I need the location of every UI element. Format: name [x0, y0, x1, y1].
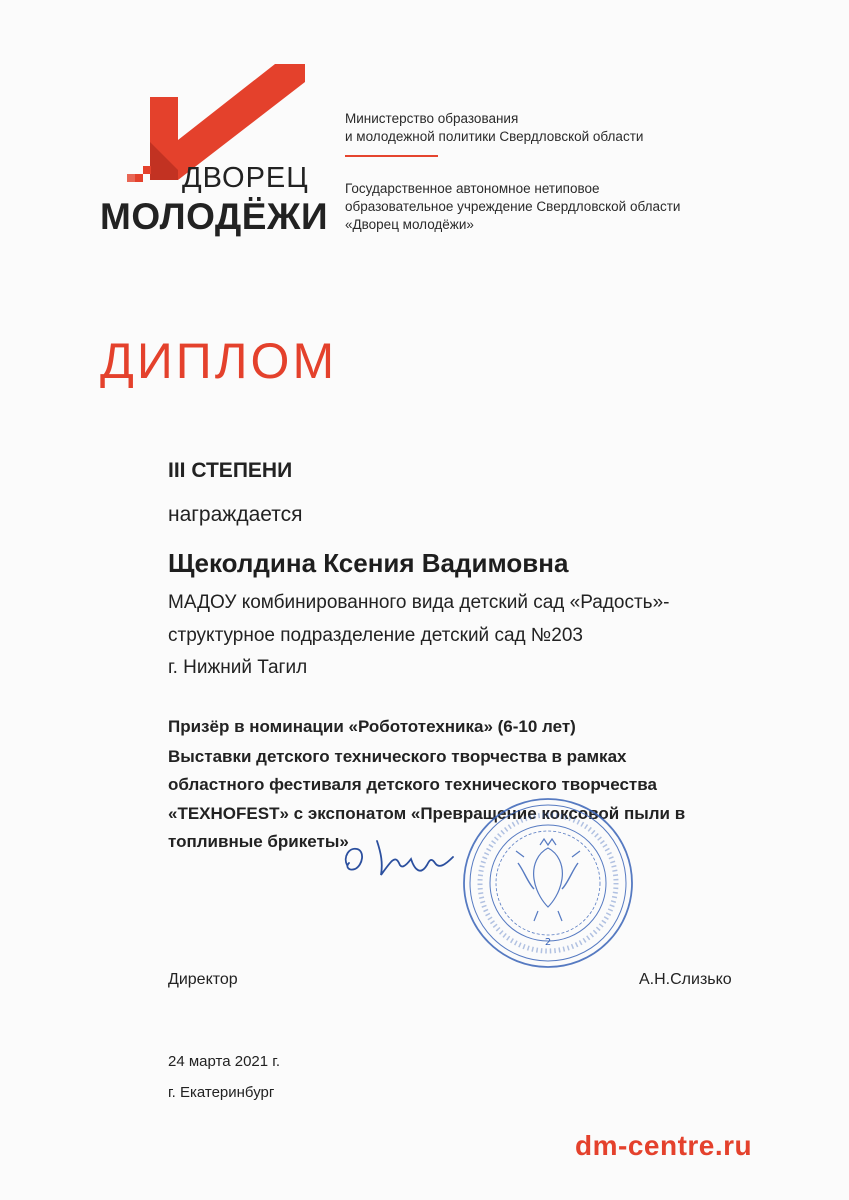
institution-line3: «Дворец молодёжи» [345, 217, 474, 232]
recipient-name: Щеколдина Ксения Вадимовна [168, 548, 569, 578]
website-link[interactable]: dm-centre.ru [575, 1130, 753, 1161]
institution-line1: Государственное автономное нетиповое [345, 181, 600, 196]
dvorets-molodezhi-logo [100, 62, 329, 237]
ministry-line2: и молодежной политики Свердловской области [345, 129, 644, 144]
ministry-line1: Министерство образования [345, 111, 519, 126]
award-text-line: топливные брикеты» [168, 832, 349, 851]
award-text-line: Выставки детского технического творчества в рамках [168, 747, 627, 766]
director-role: Директор [168, 971, 238, 988]
document-title: ДИПЛОМ [100, 333, 338, 389]
organization-line: г. Нижний Тагил [168, 657, 308, 678]
director-name: А.Н.Слизько [639, 971, 732, 988]
official-stamp-icon [458, 793, 638, 973]
director-signature-icon [335, 835, 485, 885]
issue-date: 24 марта 2021 г. [168, 1053, 281, 1070]
institution-name [345, 180, 725, 234]
organization-line: МАДОУ комбинированного вида детский сад «Радость»- [168, 592, 670, 613]
award-text-line: «TEXHOFEST» с экспонатом «Превращение коксовой пыли в [168, 804, 686, 823]
institution-line2: образовательное учреждение Свердловской области [345, 199, 681, 214]
logo-text-line1: ДВОРЕЦ [182, 162, 309, 194]
ministry-name [345, 110, 705, 146]
header-divider [345, 155, 438, 157]
logo-text-line2: МОЛОДЁЖИ [100, 196, 329, 237]
degree-label: III СТЕПЕНИ [168, 459, 293, 482]
award-text-line: областного фестиваля детского технического творчества [168, 775, 657, 794]
awarded-label: награждается [168, 503, 303, 526]
award-text-line: Призёр в номинации «Робототехника» (6-10 лет) [168, 717, 576, 736]
organization-line: структурное подразделение детский сад №203 [168, 625, 583, 646]
stamp-number: 2 [544, 937, 552, 948]
issue-city: г. Екатеринбург [168, 1084, 275, 1101]
